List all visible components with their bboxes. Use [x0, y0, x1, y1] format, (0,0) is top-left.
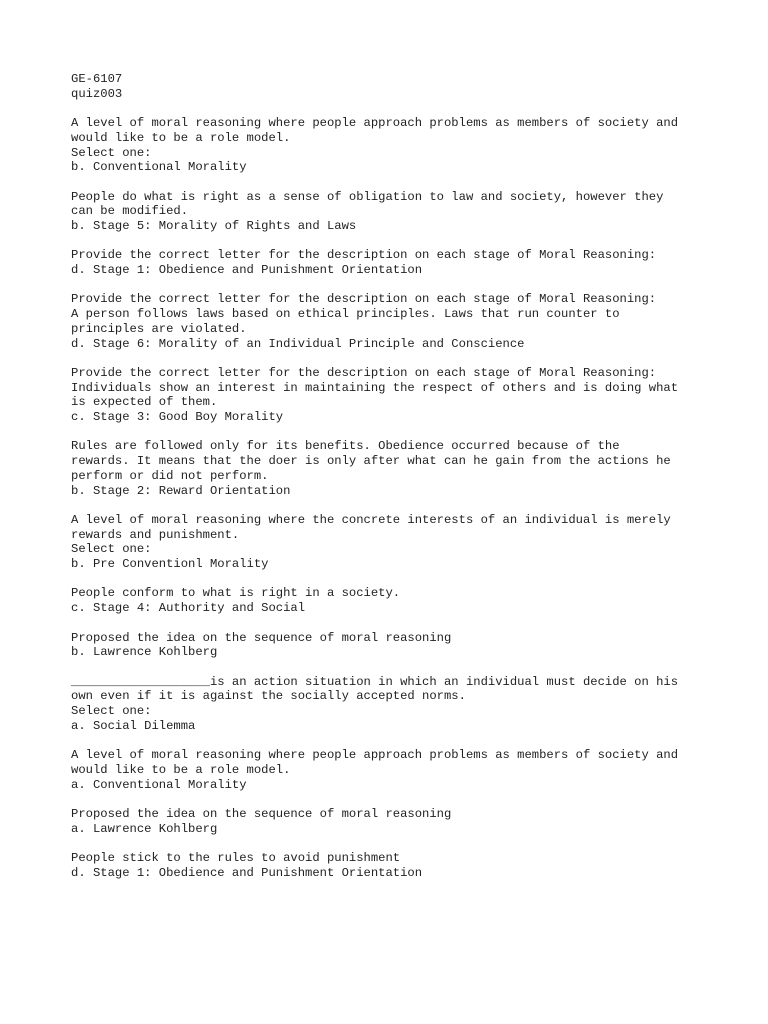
question-line: A person follows laws based on ethical principles. Laws that run counter to	[71, 307, 620, 322]
question-line: A level of moral reasoning where people approach problems as members of society and	[71, 748, 679, 763]
question-line: perform or did not perform.	[71, 468, 269, 483]
question-line: Individuals show an interest in maintaining the respect of others and is doing what	[71, 380, 679, 395]
question-block	[71, 675, 731, 734]
question-block	[71, 248, 731, 277]
question-line: rewards. It means that the doer is only after what can he gain from the actions he	[71, 454, 671, 469]
question-line: Provide the correct letter for the description on each stage of Moral Reasoning:	[71, 248, 657, 263]
question-block	[71, 292, 731, 351]
question-line: Provide the correct letter for the description on each stage of Moral Reasoning:	[71, 365, 657, 380]
answer-line: c. Stage 4: Authority and Social	[71, 601, 306, 616]
question-line: rewards and punishment.	[71, 527, 240, 542]
answer-line: c. Stage 3: Good Boy Morality	[71, 410, 284, 425]
answer-line: d. Stage 6: Morality of an Individual Principle and Conscience	[71, 336, 525, 351]
question-line: People stick to the rules to avoid punishment	[71, 851, 401, 866]
question-line: Select one:	[71, 145, 152, 160]
question-line: Proposed the idea on the sequence of moral reasoning	[71, 806, 452, 821]
question-block	[71, 513, 731, 572]
question-block	[71, 631, 731, 660]
question-block	[71, 807, 731, 836]
question-block	[71, 851, 731, 880]
answer-line: b. Lawrence Kohlberg	[71, 645, 218, 660]
answer-line: d. Stage 1: Obedience and Punishment Orientation	[71, 865, 423, 880]
question-line: ___________________is an action situation in which an individual must decide on his	[71, 674, 679, 689]
answer-line: d. Stage 1: Obedience and Punishment Orientation	[71, 263, 423, 278]
answer-line: b. Conventional Morality	[71, 160, 247, 175]
question-line: People do what is right as a sense of obligation to law and society, however they	[71, 189, 664, 204]
answer-line: a. Lawrence Kohlberg	[71, 821, 218, 836]
question-line: Provide the correct letter for the description on each stage of Moral Reasoning:	[71, 292, 657, 307]
question-block	[71, 190, 731, 234]
question-block	[71, 748, 731, 792]
document-page	[71, 72, 731, 895]
question-line: is expected of them.	[71, 395, 218, 410]
answer-line: b. Stage 5: Morality of Rights and Laws	[71, 219, 357, 233]
question-line: Select one:	[71, 704, 152, 719]
question-block	[71, 439, 731, 498]
document-header	[71, 72, 731, 101]
question-line: would like to be a role model.	[71, 130, 291, 145]
question-list	[71, 116, 731, 880]
course-code: GE-6107	[71, 72, 123, 86]
question-block	[71, 586, 731, 615]
quiz-name: quiz003	[71, 86, 123, 101]
answer-line: b. Stage 2: Reward Orientation	[71, 483, 291, 498]
question-line: People conform to what is right in a society.	[71, 586, 401, 601]
question-block	[71, 116, 731, 175]
answer-line: a. Conventional Morality	[71, 777, 247, 792]
question-line: A level of moral reasoning where people approach problems as members of society and	[71, 116, 679, 131]
question-line: own even if it is against the socially accepted norms.	[71, 689, 466, 704]
question-line: Rules are followed only for its benefits. Obedience occurred because of the	[71, 439, 620, 454]
answer-line: a. Social Dilemma	[71, 718, 196, 733]
question-line: A level of moral reasoning where the concrete interests of an individual is merely	[71, 512, 671, 527]
question-line: Select one:	[71, 542, 152, 557]
question-line: can be modified.	[71, 204, 189, 219]
question-line: Proposed the idea on the sequence of moral reasoning	[71, 630, 452, 645]
question-line: would like to be a role model.	[71, 762, 291, 777]
answer-line: b. Pre Conventionl Morality	[71, 557, 269, 572]
question-block	[71, 366, 731, 425]
question-line: principles are violated.	[71, 321, 247, 336]
